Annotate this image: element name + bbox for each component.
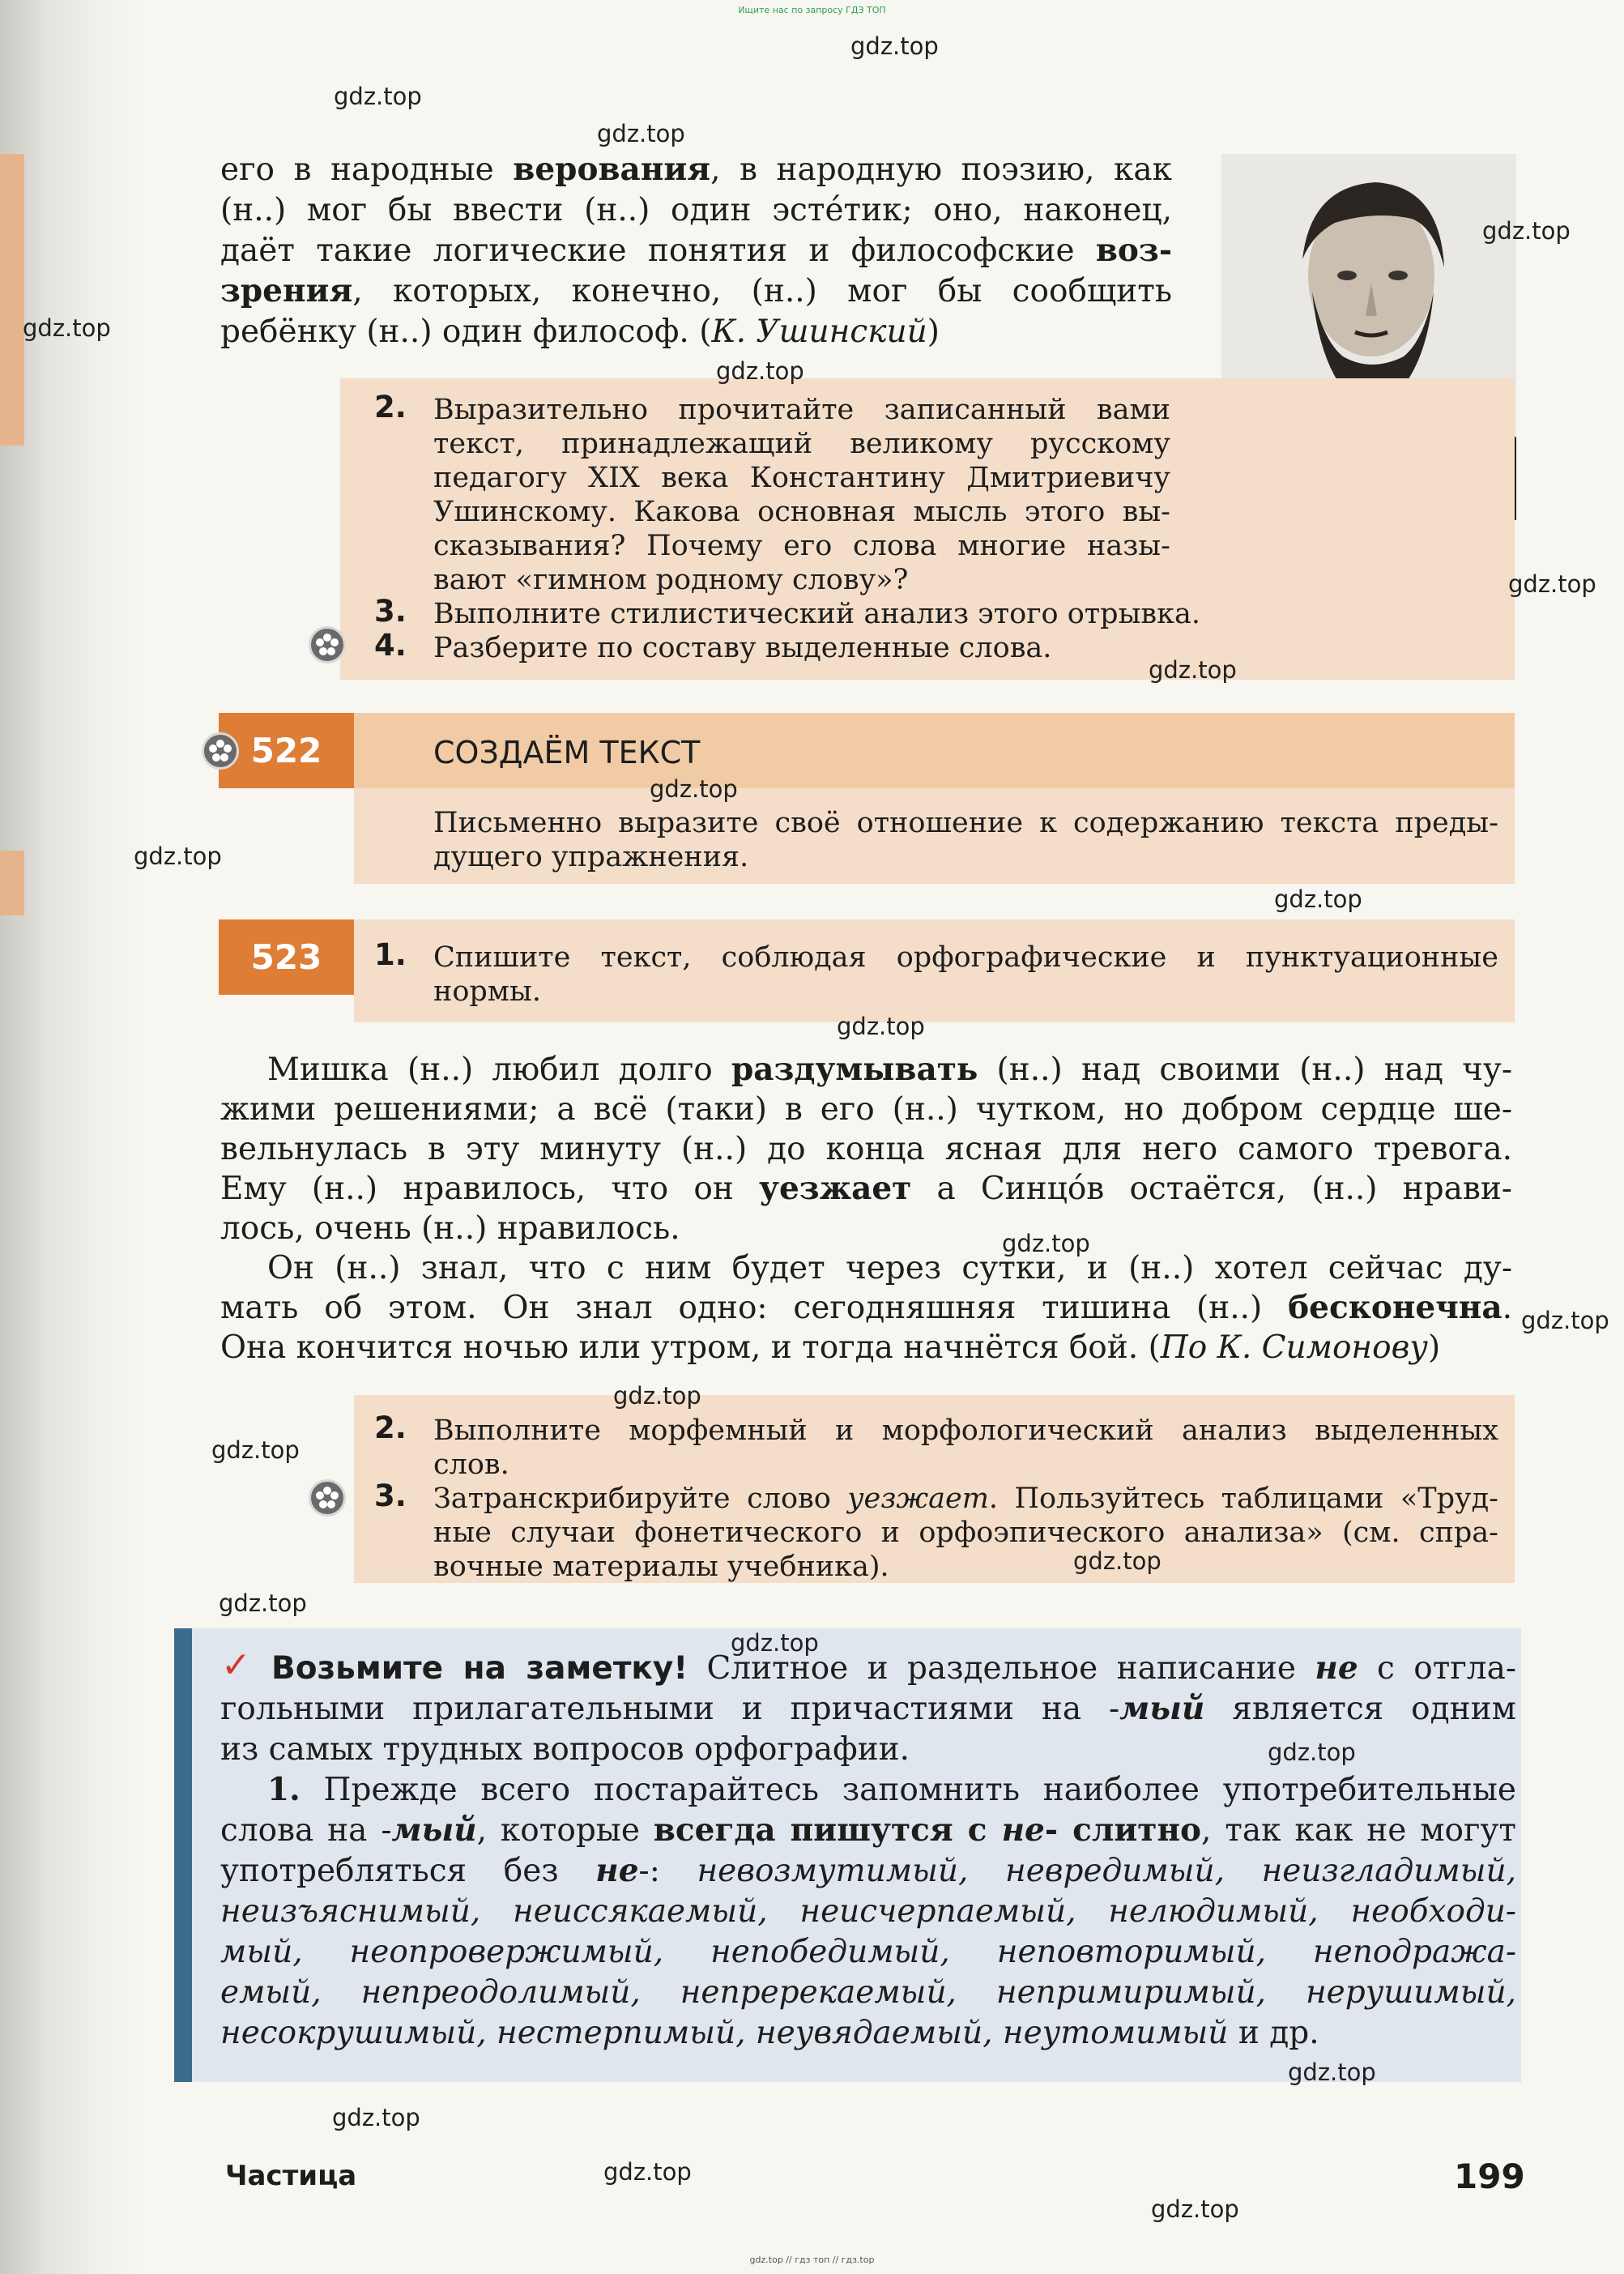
text-line: ребёнку (н..) один философ. (К. Ушинский): [220, 314, 940, 350]
text-line: Мишка (н..) любил долго раздумывать (н..) над своими (н..) над чу-: [267, 1051, 1512, 1088]
text-line: Он (н..) знал, что с ним будет через сутки, и (н..) хотел сейчас ду-: [267, 1250, 1512, 1286]
task-line: Ушинскому. Какова основная мысль этого вы-: [433, 496, 1170, 528]
note-line: Возьмите на заметку! Слитное и раздельное написание не с отгла-: [271, 1649, 1516, 1687]
note-line: емый, непреодолимый, непререкаемый, непримиримый, нерушимый,: [220, 1974, 1516, 2011]
ex522-number: 522: [219, 713, 354, 788]
task-line: слов.: [433, 1448, 509, 1481]
task-line: Выполните морфемный и морфологический анализ выделенных: [433, 1414, 1498, 1447]
text-line: жими решениями; а всё (таки) в его (н..) чутком, но добром сердце ше-: [220, 1091, 1512, 1128]
ex523-number: 523: [219, 919, 354, 995]
task-line: педагогу XIX века Константину Дмитриевичу: [433, 462, 1170, 494]
text-line: Ему (н..) нравилось, что он уезжает а Синцо́в остаётся, (н..) нрави-: [220, 1170, 1512, 1207]
watermark: gdz.top: [613, 1382, 701, 1410]
watermark: gdz.top: [716, 357, 804, 385]
task-line: дущего упражнения.: [433, 841, 749, 873]
task-line: Разберите по составу выделенные слова.: [433, 632, 1052, 664]
watermark: gdz.top: [1002, 1230, 1090, 1257]
note-accent-bar: [174, 1628, 192, 2082]
text-line: мать об этом. Он знал одно: сегодняшняя тишина (н..) бесконечна.: [220, 1289, 1512, 1326]
task-line: Спишите текст, соблюдая орфографические и пунктуационные: [433, 941, 1498, 974]
note-line: мый, неопровержимый, непобедимый, неповторимый, неподража-: [220, 1934, 1516, 1970]
note-line: употребляться без не-: невозмутимый, невредимый, неизгладимый,: [220, 1852, 1517, 1889]
text-line: лось, очень (н..) нравилось.: [220, 1210, 680, 1247]
watermark: gdz.top: [837, 1013, 925, 1040]
spine-color-strip: [0, 851, 24, 915]
watermark: gdz.top: [1149, 656, 1237, 684]
watermark: gdz.top: [334, 83, 422, 110]
watermark: gdz.top: [597, 120, 685, 147]
watermark: gdz.top: [211, 1436, 300, 1464]
note-line: из самых трудных вопросов орфографии.: [220, 1731, 910, 1768]
task-line: Затранскрибируйте слово уезжает. Пользуйтесь таблицами «Труд-: [433, 1483, 1498, 1515]
note-line: неизъяснимый, неиссякаемый, неисчерпаемый, нелюдимый, необходи-: [220, 1893, 1516, 1930]
task-line: нормы.: [433, 975, 542, 1008]
note-line: 1. Прежде всего постарайтесь запомнить наиболее употребительные: [267, 1771, 1516, 1808]
watermark: gdz.top: [1073, 1547, 1162, 1575]
task-number: 4.: [374, 628, 407, 663]
task-line: текст, принадлежащий великому русскому: [433, 428, 1170, 460]
watermark: gdz.top: [1482, 217, 1571, 245]
note-line: несокрушимый, нестерпимый, неувядаемый, неутомимый и др.: [220, 2015, 1319, 2051]
watermark: gdz.top: [1268, 1739, 1356, 1766]
task-line: Выразительно прочитайте записанный вами: [433, 394, 1170, 426]
watermark: gdz.top: [134, 843, 222, 870]
watermark: gdz.top: [23, 314, 111, 342]
watermark: gdz.top: [650, 775, 738, 803]
footer-section: Частица: [225, 2160, 357, 2192]
watermark: gdz.top: [219, 1589, 307, 1617]
text-line: вельнулась в эту минуту (н..) до конца ясная для него самого тревога.: [220, 1131, 1512, 1167]
bottom-hint: gdz.top // гдз топ // гдз.top: [749, 2255, 875, 2265]
text-line: Она кончится ночью или утром, и тогда начнётся бой. (По К. Симонову): [220, 1329, 1441, 1366]
flower-icon: [202, 732, 239, 770]
text-line: зрения, которых, конечно, (н..) мог бы сообщить: [220, 272, 1172, 309]
task-line: ные случаи фонетического и орфоэпического анализа» (см. спра-: [433, 1517, 1498, 1549]
task-number: 2.: [374, 1410, 407, 1445]
spine-color-strip: [0, 154, 24, 446]
watermark: gdz.top: [1288, 2059, 1376, 2086]
ex522-heading: СОЗДАЁМ ТЕКСТ: [433, 735, 701, 770]
flower-icon: [309, 626, 346, 663]
task-number: 2.: [374, 390, 407, 425]
watermark: gdz.top: [850, 32, 939, 60]
text-line: (н..) мог бы ввести (н..) один эсте́тик; оно, наконец,: [220, 192, 1172, 228]
watermark: gdz.top: [1274, 885, 1362, 913]
watermark: gdz.top: [1508, 570, 1596, 598]
task-number: 1.: [374, 937, 407, 972]
task-line: вочные материалы учебника).: [433, 1551, 889, 1583]
task-line: сказывания? Почему его слова многие назы-: [433, 530, 1170, 562]
watermark: gdz.top: [1521, 1307, 1609, 1334]
text-line: его в народные верования, в народную поэзию, как: [220, 151, 1172, 188]
task-line: Письменно выразите своё отношение к содержанию текста преды-: [433, 807, 1498, 839]
note-line: слова на -мый, которые всегда пишутся с не- слитно, так как не могут: [220, 1811, 1516, 1849]
note-line: гольными прилагательными и причастиями на -мый является одним: [220, 1690, 1516, 1727]
task-number: 3.: [374, 1478, 407, 1513]
flower-icon: [309, 1479, 346, 1517]
task-line: вают «гимном родному слову»?: [433, 564, 909, 596]
watermark: gdz.top: [332, 2104, 420, 2131]
task-number: 3.: [374, 594, 407, 629]
task-line: Выполните стилистический анализ этого отрывка.: [433, 598, 1200, 630]
search-hint: Ищите нас по запросу ГДЗ ТОП: [738, 5, 886, 15]
watermark: gdz.top: [1151, 2195, 1239, 2223]
watermark: gdz.top: [731, 1629, 819, 1657]
page-number: 199: [1454, 2157, 1525, 2196]
watermark: gdz.top: [603, 2158, 692, 2186]
text-line: даёт такие логические понятия и философские воз-: [220, 232, 1172, 269]
check-icon: ✓: [221, 1645, 251, 1686]
